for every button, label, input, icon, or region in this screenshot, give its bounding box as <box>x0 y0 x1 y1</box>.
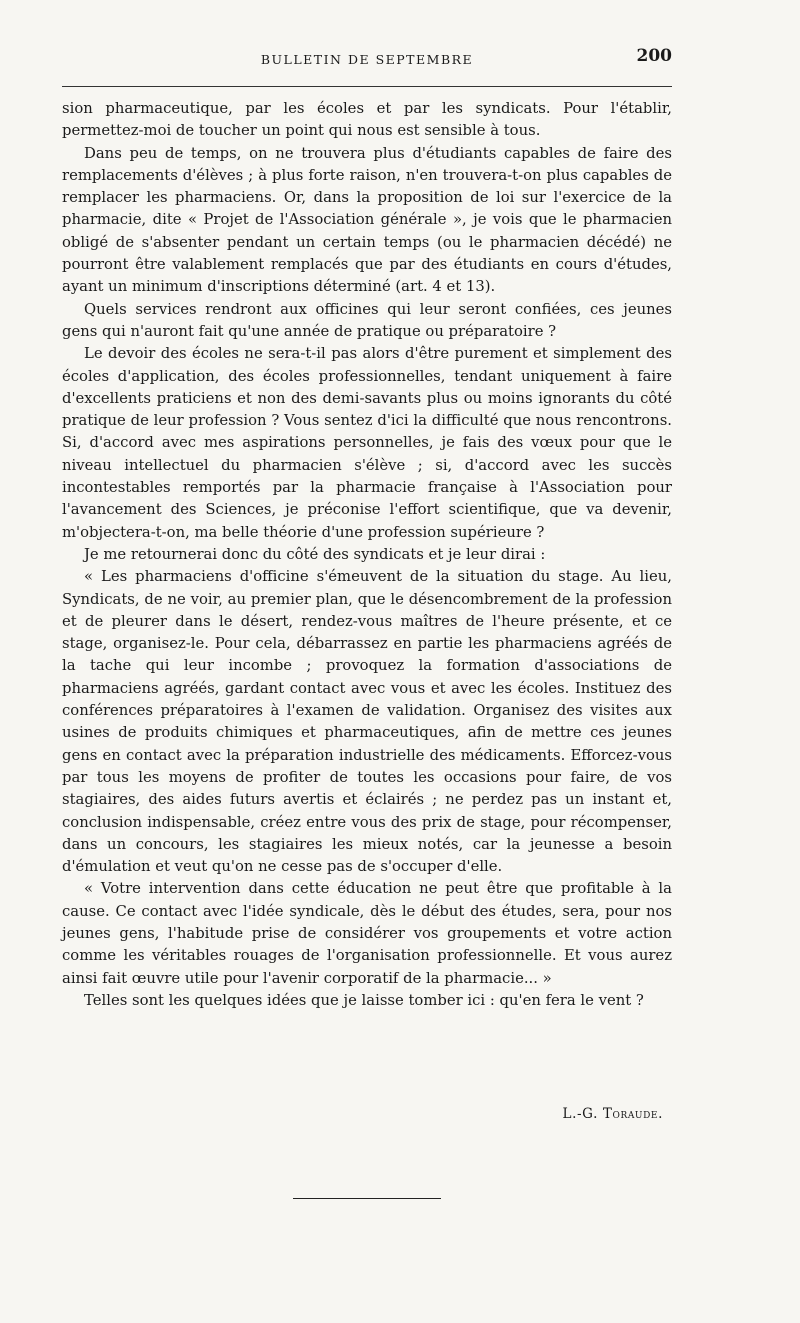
paragraph-7: « Votre intervention dans cette éducation ne peut être que profitable à la cause. Ce contact avec l'idée syndicale, dès le début des études, sera, pour nos jeunes gens, l'habitude prise de considérer vos groupements et votre action comme les véritables rouages de l'organisation professionnelle. Et vous aurez ainsi fait œuvre utile pour l'avenir corporatif de la pharmacie... » <box>62 880 672 987</box>
author-initials: L.-G. <box>562 1106 598 1122</box>
paragraph-1: sion pharmaceutique, par les écoles et par les syndicats. Pour l'établir, permettez-moi de toucher un point qui nous est sensible à tous. <box>62 100 672 140</box>
paragraph-3: Quels services rendront aux officines qui leur seront confiées, ces jeunes gens qui n'auront fait qu'une année de pratique ou préparatoire ? <box>62 300 672 340</box>
author-surname: Toraude. <box>602 1106 663 1122</box>
article-body <box>62 98 672 1012</box>
header-rule <box>62 86 672 87</box>
page-number: 200 <box>636 46 672 66</box>
running-title: BULLETIN DE SEPTEMBRE <box>260 52 474 67</box>
page-header <box>62 46 672 72</box>
end-rule <box>293 1198 441 1199</box>
author-signature <box>363 1103 663 1125</box>
paragraph-4: Le devoir des écoles ne sera-t-il pas alors d'être purement et simplement des écoles d'application, des écoles professionnelles, tendant uniquement à faire d'excellents praticiens et non des demi-savants plus ou moins ignorants du côté pratique de leur profession ? Vous sentez d'ici la difficulté que nous rencontrons. Si, d'accord avec mes aspirations personnelles, je fais des vœux pour que le niveau intellectuel du pharmacien s'élève ; si, d'accord avec les succès incontestables remportés par la pharmacie française à l'Association pour l'avancement des Sciences, je préconise l'effort scientifique, que va devenir, m'objectera-t-on, ma belle théorie d'une profession supérieure ? <box>62 345 672 541</box>
paragraph-8: Telles sont les quelques idées que je laisse tomber ici : qu'en fera le vent ? <box>84 991 644 1009</box>
paragraph-2: Dans peu de temps, on ne trouvera plus d'étudiants capables de faire des remplacements d'élèves ; à plus forte raison, n'en trouvera-t-on plus capables de remplacer les pharmaciens. Or, dans la proposition de loi sur l'exercice de la pharmacie, dite « Projet de l'Association générale », je vois que le pharmacien obligé de s'absenter pendant un certain temps (ou le pharmacien décédé) ne pourront être valablement remplacés que par des étudiants en cours d'études, ayant un minimum d'inscriptions déterminé (art. 4 et 13). <box>62 144 672 296</box>
paragraph-6: « Les pharmaciens d'officine s'émeuvent de la situation du stage. Au lieu, Syndicats, de ne voir, au premier plan, que le désencombrement de la profession et de pleurer dans le désert, rendez-vous maîtres de l'heure présente, et ce stage, organisez-le. Pour cela, débarrassez en partie les pharmaciens agréés de la tache qui leur incombe ; provoquez la formation d'associations de pharmaciens agréés, gardant contact avec vous et avec les écoles. Instituez des conférences préparatoires à l'examen de validation. Organisez des visites aux usines de produits chimiques et pharmaceutiques, afin de mettre ces jeunes gens en contact avec la préparation industrielle des médicaments. Efforcez-vous par tous les moyens de profiter de toutes les occasions pour faire, de vos stagiaires, des aides futurs avertis et éclairés ; ne perdez pas un instant et, conclusion indispensable, créez entre vous des prix de stage, pour récompenser, dans un concours, les stagiaires les mieux notés, car la jeunesse a besoin d'émulation et veut qu'on ne cesse pas de s'occuper d'elle. <box>62 568 672 876</box>
paragraph-5: Je me retournerai donc du côté des syndicats et je leur dirai : <box>84 545 546 563</box>
